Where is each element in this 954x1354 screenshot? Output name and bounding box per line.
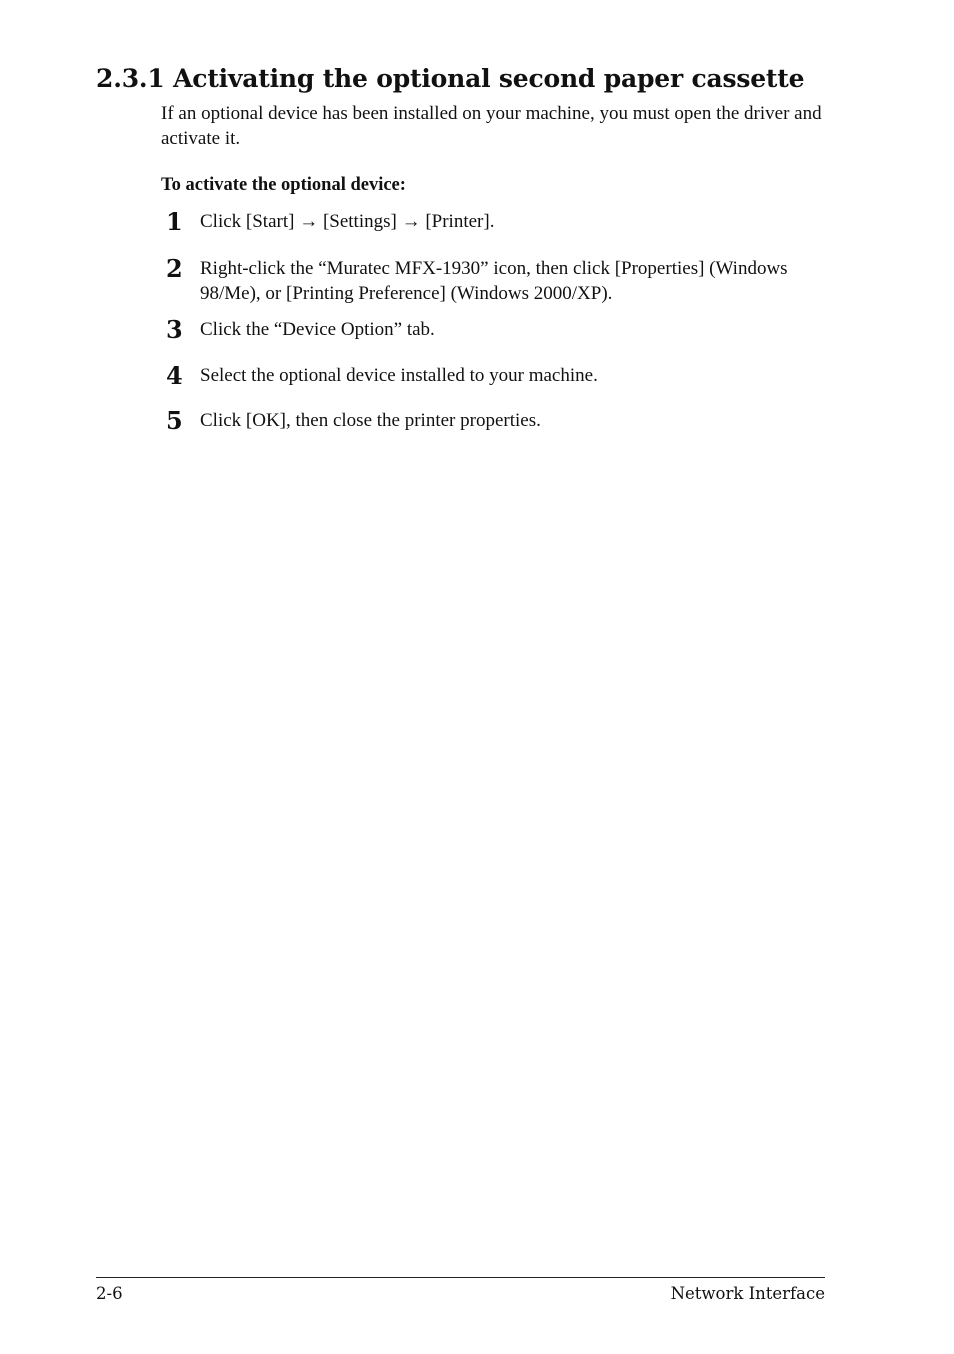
- step-text: Click [Start] → [Settings] → [Printer].: [200, 211, 495, 232]
- footer-chapter-title: Network Interface: [670, 1284, 825, 1303]
- step-text: Click the “Device Option” tab.: [200, 319, 435, 340]
- step-text: Right-click the “Muratec MFX-1930” icon, then click [Properties] (Windows 98/Me), or [Printing Preference] (Windows 2000/XP).: [200, 258, 788, 304]
- step-text: Select the optional device installed to your machine.: [200, 365, 598, 386]
- step-number: 5: [166, 406, 183, 435]
- procedure-heading: To activate the optional device:: [161, 175, 406, 195]
- intro-paragraph: If an optional device has been installed on your machine, you must open the driver and activate it.: [161, 103, 822, 149]
- footer-divider: [96, 1277, 825, 1278]
- section-title: 2.3.1 Activating the optional second paper cassette: [96, 64, 805, 93]
- step-text: Click [OK], then close the printer properties.: [200, 410, 541, 431]
- footer-page-number: 2-6: [96, 1284, 123, 1303]
- step-number: 4: [166, 361, 183, 390]
- step-number: 2: [166, 254, 183, 283]
- step-number: 3: [166, 315, 183, 344]
- step-number: 1: [166, 207, 183, 236]
